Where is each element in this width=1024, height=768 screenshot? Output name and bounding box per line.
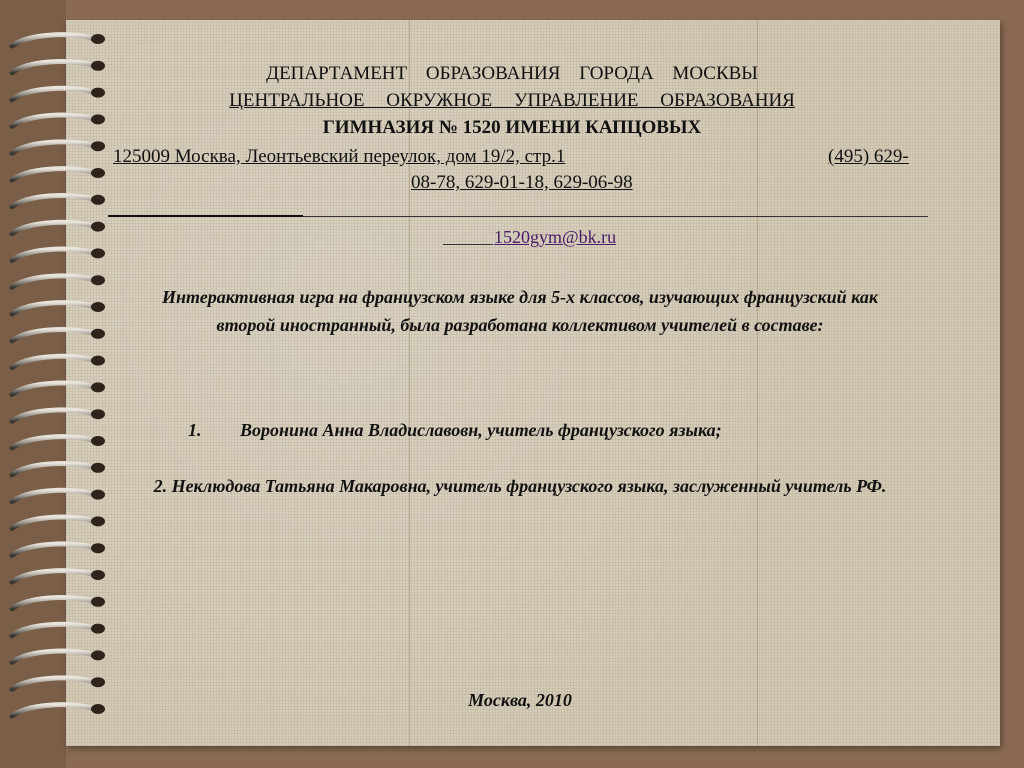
spiral-ring: [12, 356, 92, 367]
author-item-1: [188, 420, 722, 441]
spiral-ring: [12, 383, 92, 394]
binding-hole: [91, 624, 105, 634]
binding-hole: [91, 356, 105, 366]
spiral-ring: [12, 303, 92, 314]
spiral-ring: [12, 35, 92, 46]
binding-hole: [91, 436, 105, 446]
author-item-1-text: Воронина Анна Владиславовн, учитель французского языка;: [240, 420, 722, 440]
binding-hole: [91, 650, 105, 660]
binding-hole: [91, 490, 105, 500]
binding-hole: [91, 141, 105, 151]
school-name: ГИМНАЗИЯ № 1520 ИМЕНИ КАПЦОВЫХ: [322, 117, 702, 138]
email-link[interactable]: 1520gym@bk.ru: [494, 227, 617, 247]
department-title: ДЕПАРТАМЕНТ ОБРАЗОВАНИЯ ГОРОДА МОСКВЫ: [266, 63, 758, 84]
place-and-year: Москва, 2010: [468, 690, 572, 710]
binding-hole: [91, 463, 105, 473]
spiral-ring: [12, 517, 92, 528]
spiral-ring: [12, 651, 92, 662]
spiral-ring: [12, 624, 92, 635]
binding-hole: [91, 248, 105, 258]
binding-hole: [91, 516, 105, 526]
intro-paragraph: Интерактивная игра на французском языке для 5-х классов, изучающих французский как второй иностранный, была разработана коллективом учителей в составе:: [162, 287, 878, 335]
spiral-ring: [12, 142, 92, 153]
author-item-2: 2. Неклюдова Татьяна Макаровна, учитель французского языка, заслуженный учитель РФ.: [153, 476, 887, 496]
binding-hole: [91, 570, 105, 580]
binding-hole: [91, 597, 105, 607]
spiral-ring: [12, 249, 92, 260]
binding-hole: [91, 275, 105, 285]
email-underline: [443, 244, 493, 245]
binding-hole: [91, 382, 105, 392]
spiral-ring: [12, 678, 92, 689]
spiral-ring: [12, 196, 92, 207]
spiral-ring: [12, 276, 92, 287]
spiral-ring: [12, 544, 92, 555]
binding-hole: [91, 302, 105, 312]
spiral-ring: [12, 490, 92, 501]
spiral-ring: [12, 598, 92, 609]
phone-number-continued: 08-78, 629-01-18, 629-06-98: [411, 172, 633, 193]
spiral-ring: [12, 410, 92, 421]
binding-hole: [91, 222, 105, 232]
phone-number: (495) 629-: [828, 146, 909, 167]
spiral-ring: [12, 330, 92, 341]
binding-hole: [91, 329, 105, 339]
binding-hole: [91, 195, 105, 205]
district-office-title: ЦЕНТРАЛЬНОЕ ОКРУЖНОЕ УПРАВЛЕНИЕ ОБРАЗОВАНИЯ: [229, 90, 795, 111]
binding-hole: [91, 677, 105, 687]
binding-hole: [91, 168, 105, 178]
spiral-ring: [12, 464, 92, 475]
binding-hole: [91, 34, 105, 44]
binding-hole: [91, 543, 105, 553]
school-address: 125009 Москва, Леонтьевский переулок, дом 19/2, стр.1: [113, 146, 566, 167]
author-item-1-number: 1.: [188, 420, 202, 440]
spiral-ring: [12, 437, 92, 448]
spiral-ring: [12, 222, 92, 233]
binding-hole: [91, 409, 105, 419]
spiral-ring: [12, 571, 92, 582]
header-divider-bold: [108, 215, 303, 217]
spiral-ring: [12, 169, 92, 180]
